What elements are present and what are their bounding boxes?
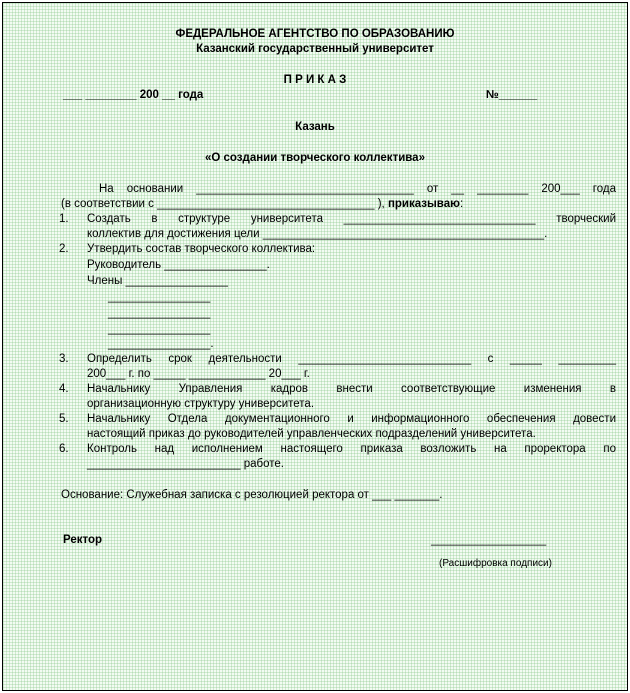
item-1-line-2: коллектив для достижения цели ____________________________________________. [87,228,548,240]
item-1-line-1: Создать в структуре университета ______________________________ творческий [87,213,616,225]
document-title: П Р И К А З [283,74,347,86]
item-6-line-2: ________________________ работе. [87,458,284,470]
item-5-line-1: Начальнику Отдела документационного и информационного обеспечения довести [87,413,616,425]
rector-label: Ректор [63,534,103,546]
member-blank: ________________. [108,338,214,350]
item-number: 4. [59,383,69,395]
item-3-line-1: Определить срок деятельности ___________________________ с _____ _________ [87,353,616,365]
item-2-members: Члены ________________ [87,275,228,287]
city: Казань [295,121,335,133]
item-4-line-2: организационную структуру университета. [87,398,315,410]
member-blank: ________________ [108,291,211,303]
order-subject: «О создании творческого коллектива» [205,152,425,164]
item-3-line-2: 200___ г. по _____ ____________ 20___ г. [87,368,310,380]
intro-prefix: (в соответствии с __________________________________ ), [61,198,388,210]
signature-line: __________________ [431,534,547,546]
university-heading: Казанский государственный университет [196,43,434,55]
agency-heading: ФЕДЕРАЛЬНОЕ АГЕНТСТВО ПО ОБРАЗОВАНИЮ [175,28,455,40]
item-number: 1. [59,213,69,225]
item-2-leader: Руководитель ________________. [87,259,270,271]
date-line: ___ ________ 200 __ года [63,89,204,101]
item-5-line-2: настоящий приказ до руководителей управленческих подразделений университета. [87,428,536,440]
item-number: 3. [59,353,69,365]
intro-suffix: : [459,198,464,210]
item-2-line-1: Утвердить состав творческого коллектива: [87,243,316,255]
member-blank: ________________ [108,307,211,319]
member-blank: ________________ [108,323,211,335]
number-line: №______ [486,89,538,101]
item-4-line-1: Начальнику Управления кадров внести соответствующие изменения в [87,383,616,395]
intro-line-2 [61,197,463,212]
item-number: 6. [59,443,69,455]
item-6-line-1: Контроль над исполнением настоящего приказа возложить на проректора по [87,443,616,455]
item-number: 2. [59,243,69,255]
intro-line-1: На основании __________________________________ от __ ________ 200___ года [99,183,616,195]
order-document [2,2,628,691]
intro-ordering-word: приказываю [387,198,460,210]
basis-note: Основание: Служебная записка с резолюцией ректора от ___ _______. [61,489,443,501]
signature-caption: (Расшифровка подписи) [439,558,552,569]
item-number: 5. [59,413,69,425]
